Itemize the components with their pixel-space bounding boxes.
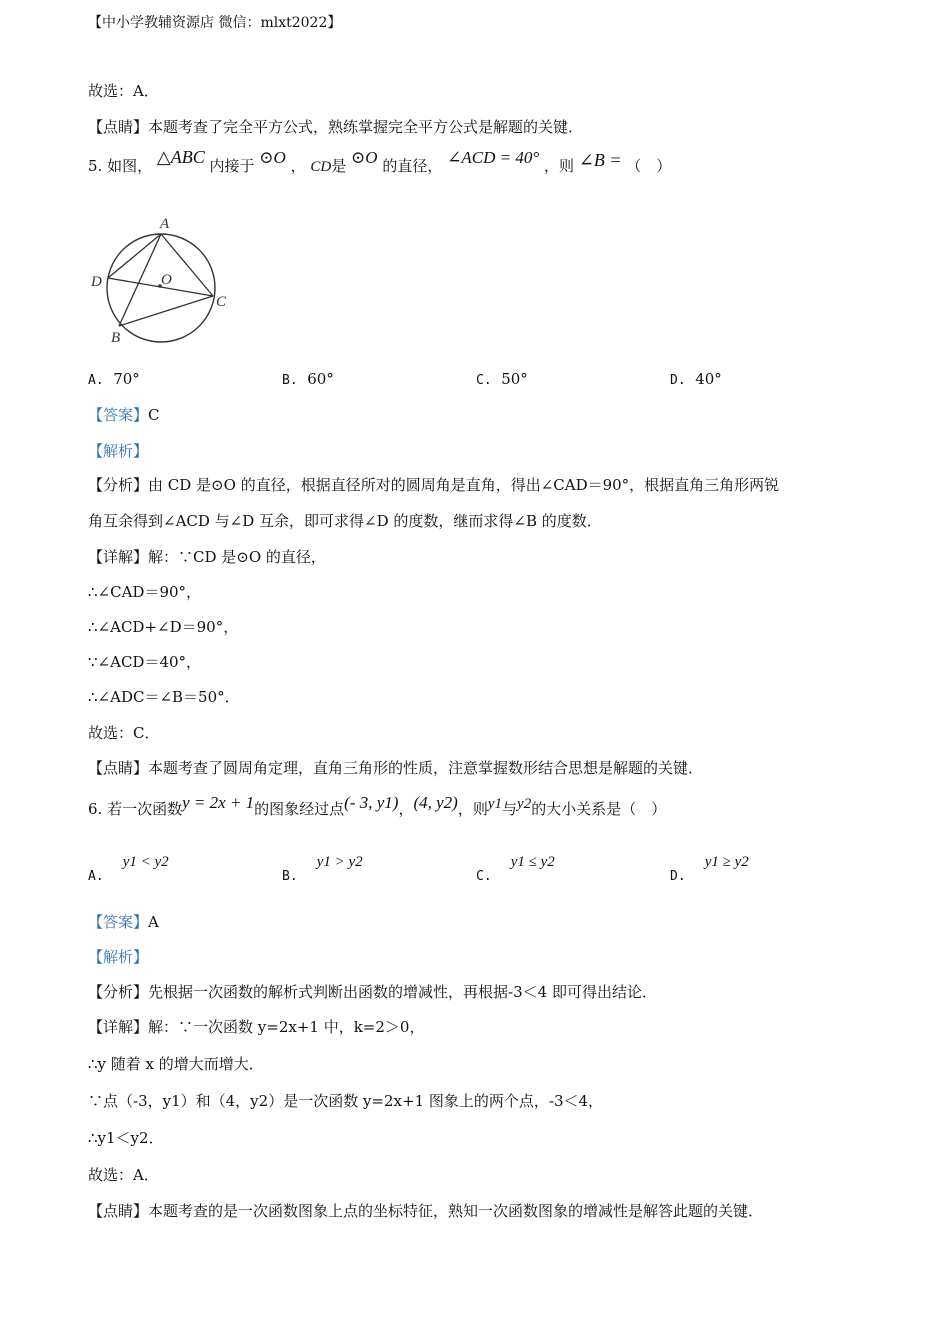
detail-text: 解：∵一次函数 y=2x+1 中，k=2＞0， (148, 1018, 425, 1036)
q6-detail-step: ∵点（-3，y1）和（4，y2）是一次函数 y=2x+1 图象上的两个点，-3＜4， (88, 1092, 604, 1110)
angle-acd: ∠ACD = 40° (447, 148, 540, 167)
comment-text: 本题考查的是一次函数图象上点的坐标特征，熟知一次函数图象的增减性是解答此题的关键． (148, 1202, 764, 1220)
q5-option-a[interactable] (88, 370, 140, 388)
q5-stem (88, 147, 672, 182)
option-label: A. (88, 869, 104, 884)
q6-choose: 故选：A． (88, 1166, 159, 1184)
q5-text: ， (290, 157, 306, 175)
q5-detail-step: ∴∠ADC＝∠B＝50°． (88, 688, 240, 706)
comment-tag: 【点睛】 (88, 759, 149, 777)
q5-paren: （ ） (626, 157, 672, 175)
q6-comment (88, 1200, 763, 1222)
q6-fenxi (88, 981, 657, 1003)
fenxi-tag: 【分析】 (88, 983, 149, 1001)
q5-choose: 故选：C． (88, 724, 160, 742)
option-label: D. (670, 373, 686, 388)
q6-text: 的图象经过点 (254, 800, 345, 818)
q5-comment (88, 757, 703, 779)
q6-option-a[interactable] (88, 852, 169, 884)
point-2: (4, y2) (413, 793, 458, 812)
option-label: B. (282, 373, 298, 388)
detail-tag: 【详解】 (88, 548, 149, 566)
q5-text: 的直径， (382, 157, 443, 175)
label-a: A (160, 216, 170, 232)
label-o: O (161, 272, 172, 288)
angle-b: ∠B = (578, 150, 622, 170)
comment-tag: 【点睛】 (88, 118, 149, 136)
q5-text: ，则 (543, 157, 574, 175)
fenxi-tag: 【分析】 (88, 476, 149, 494)
comment-text: 本题考查了完全平方公式，熟练掌握完全平方公式是解题的关键． (148, 118, 584, 136)
y2: y2 (517, 796, 532, 812)
option-label: B. (282, 869, 298, 884)
answer-value: C (148, 406, 160, 424)
detail-tag: 【详解】 (88, 1018, 149, 1036)
q5-option-b[interactable] (282, 370, 334, 388)
comment-text: 本题考查了圆周角定理，直角三角形的性质，注意掌握数形结合思想是解题的关键． (148, 759, 704, 777)
circle-o: ⊙O (351, 148, 378, 167)
q6-text: ， (398, 800, 414, 818)
option-value: y1 ≥ y2 (704, 854, 749, 870)
option-value: y1 ≤ y2 (510, 854, 555, 870)
q5-fenxi (88, 474, 779, 496)
q6-analysis-tag: 【解析】 (88, 948, 149, 966)
q5-detail-step: ∵∠ACD＝40°， (88, 653, 202, 671)
y1: y1 (487, 796, 503, 812)
q6-detail-step: ∴y1＜y2． (88, 1129, 164, 1147)
option-label: D. (670, 869, 686, 884)
q6-text: 的大小关系是（ ） (531, 800, 667, 818)
q5-option-c[interactable] (476, 370, 528, 388)
linear-function: y = 2x + 1 (182, 793, 255, 812)
q5-text: 是 (331, 157, 347, 175)
circle-o: ⊙O (259, 148, 286, 167)
q5-answer (88, 404, 160, 426)
page-header: 【中小学教辅资源店 微信：mlxt2022】 (88, 15, 342, 31)
q4-comment (88, 116, 583, 138)
q5-analysis-tag: 【解析】 (88, 442, 149, 460)
label-b: B (111, 330, 121, 346)
q6-stem (88, 792, 666, 827)
point-1: (- 3, y1) (344, 793, 399, 812)
option-label: C. (476, 869, 492, 884)
circle-figure (86, 212, 236, 352)
label-c: C (216, 294, 227, 310)
option-value: 70° (113, 370, 140, 388)
circle-outline (107, 234, 215, 342)
q5-option-d[interactable] (670, 370, 722, 388)
q6-number: 6. 若一次函数 (88, 800, 183, 818)
fenxi-text: 由 CD 是⊙O 的直径，根据直径所对的圆周角是直角，得出∠CAD＝90°，根据直角三角形两锐 (148, 476, 780, 494)
option-value: 40° (695, 370, 722, 388)
q6-text: ，则 (457, 800, 488, 818)
triangle-abc: △ABC (156, 147, 205, 167)
q6-answer (88, 911, 159, 933)
option-label: A. (88, 373, 104, 388)
q6-option-c[interactable] (476, 852, 555, 884)
detail-text: 解：∵CD 是⊙O 的直径， (148, 548, 326, 566)
segment-bc (119, 296, 213, 326)
q5-number: 5. 如图， (88, 157, 153, 175)
fenxi-text: 先根据一次函数的解析式判断出函数的增减性，再根据-3＜4 即可得出结论． (148, 983, 657, 1001)
q6-detail-step: ∴y 随着 x 的增大而增大． (88, 1055, 264, 1073)
answer-tag: 【答案】 (88, 913, 149, 931)
q6-detail (88, 1016, 424, 1038)
option-label: C. (476, 373, 492, 388)
option-value: y1 > y2 (316, 854, 363, 870)
label-d: D (91, 274, 102, 290)
q6-option-d[interactable] (670, 852, 749, 884)
answer-value: A (148, 913, 159, 931)
q5-detail-step: ∴∠CAD＝90°， (88, 583, 202, 601)
q5-fenxi-cont: 角互余得到∠ACD 与∠D 互余，即可求得∠D 的度数，继而求得∠B 的度数． (88, 512, 602, 530)
comment-tag: 【点睛】 (88, 1202, 149, 1220)
option-value: 50° (501, 370, 528, 388)
q5-detail (88, 546, 326, 568)
q5-text: 内接于 (209, 157, 255, 175)
option-value: y1 < y2 (122, 854, 169, 870)
option-value: 60° (307, 370, 334, 388)
q4-choose: 故选：A． (88, 82, 159, 100)
segment-cd: CD (310, 159, 332, 175)
q5-detail-step: ∴∠ACD+∠D＝90°， (88, 618, 239, 636)
q6-text: 与 (502, 800, 518, 818)
answer-tag: 【答案】 (88, 406, 149, 424)
q6-option-b[interactable] (282, 852, 363, 884)
